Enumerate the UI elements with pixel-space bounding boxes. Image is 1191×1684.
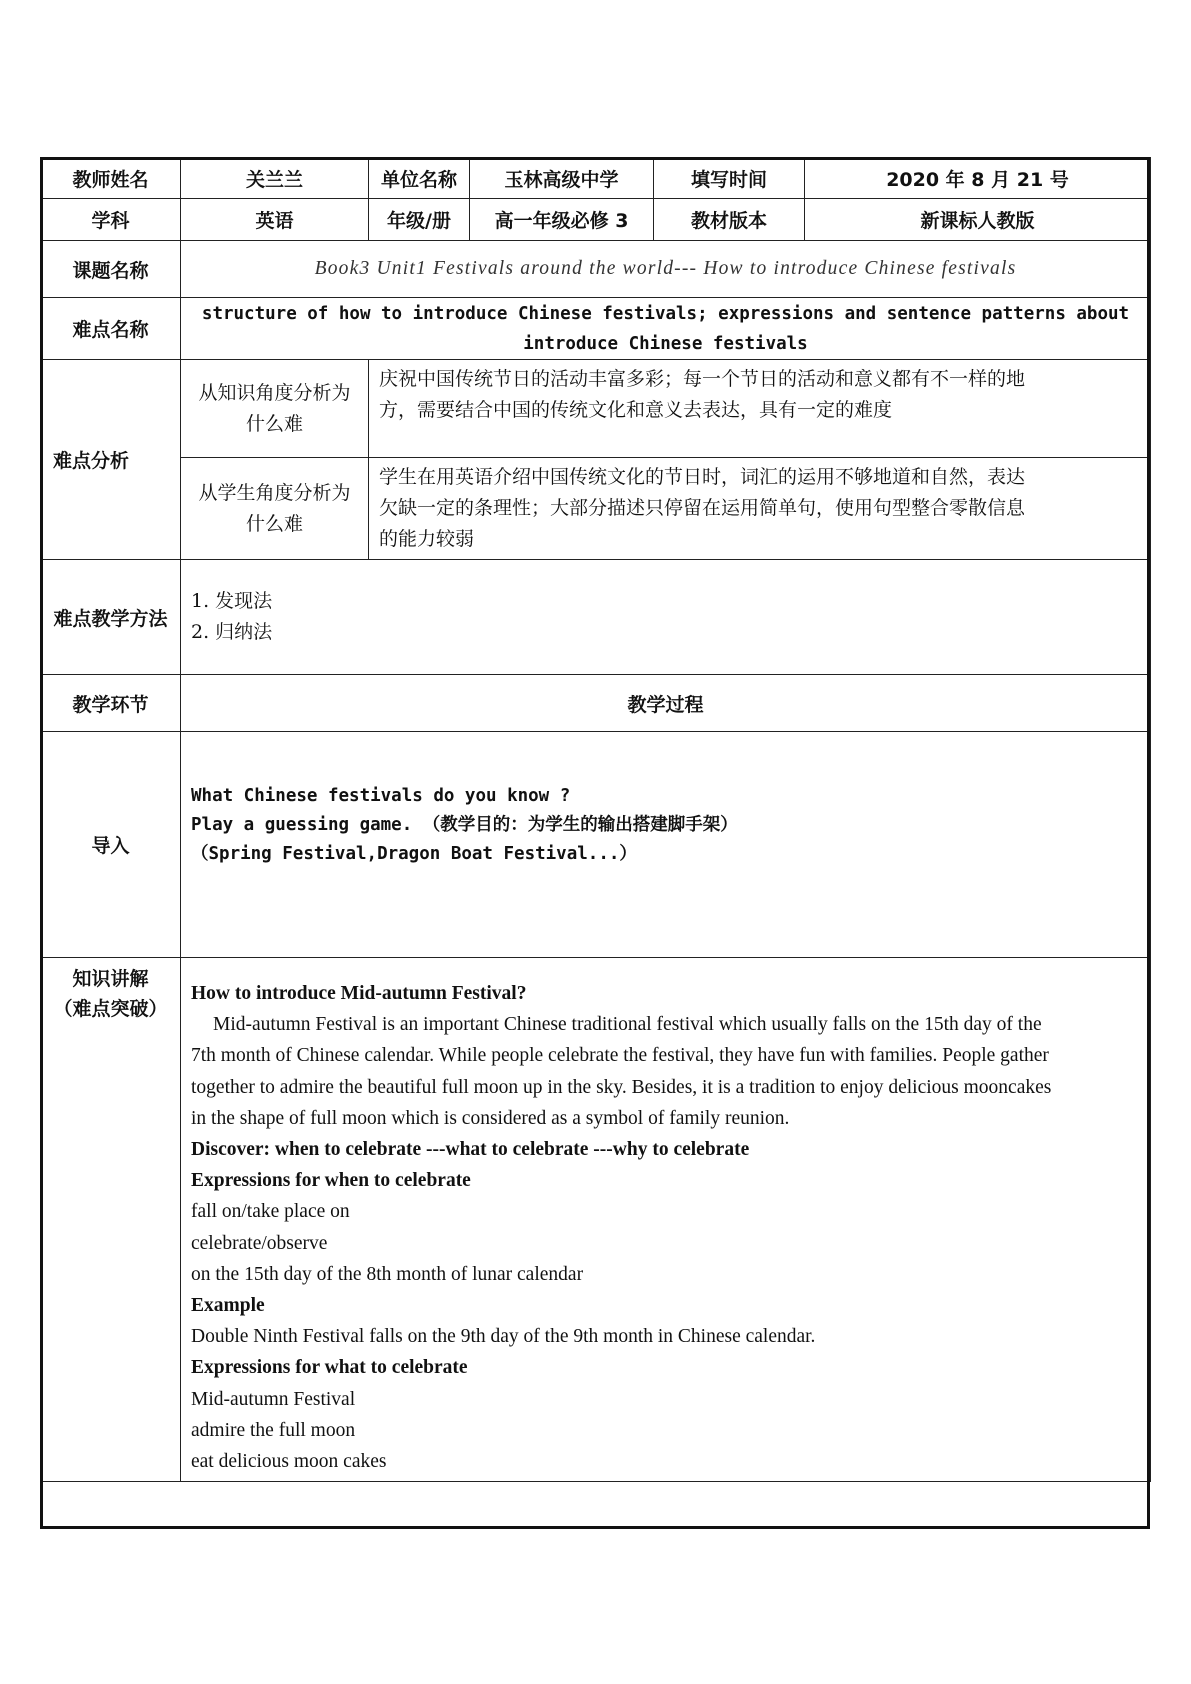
grade-label: 年级/册	[369, 199, 470, 241]
analysis-row-knowledge	[41, 360, 1151, 458]
analysis-row-student	[41, 458, 1151, 560]
topic-label: 课题名称	[41, 241, 181, 298]
topic-row	[41, 241, 1151, 298]
method-row	[41, 560, 1151, 675]
example-text: Double Ninth Festival falls on the 9th day of the 9th month in Chinese calendar.	[191, 1326, 816, 1348]
what-item-3: eat delicious moon cakes	[191, 1451, 387, 1473]
method-list	[181, 560, 1151, 675]
method-item-1: 1. 发现法	[191, 590, 273, 612]
student-angle-text	[369, 458, 1151, 560]
stage-label: 教学环节	[41, 675, 181, 732]
edition-label: 教材版本	[654, 199, 805, 241]
difficulty-value	[181, 298, 1151, 360]
topic-value: Book3 Unit1 Festivals around the world--- How to introduce Chinese festivals	[181, 241, 1151, 298]
teacher-label: 教师姓名	[41, 158, 181, 199]
when-item-1: fall on/take place on	[191, 1201, 350, 1223]
unit-label: 单位名称	[369, 158, 470, 199]
difficulty-row	[41, 298, 1151, 360]
subject-label: 学科	[41, 199, 181, 241]
knowledge-label	[41, 958, 181, 1482]
knowledge-text-line-2: 方，需要结合中国的传统文化和意义去表达，具有一定的难度	[379, 399, 893, 421]
knowledge-discover: Discover: when to celebrate ---what to celebrate ---why to celebrate	[191, 1139, 750, 1161]
knowledge-label-line-2: （难点突破）	[53, 998, 168, 1020]
edition-value: 新课标人教版	[805, 199, 1151, 241]
teacher-value: 关兰兰	[181, 158, 369, 199]
intro-line-2: Play a guessing game. （教学目的：为学生的输出搭建脚手架）	[191, 815, 738, 835]
knowledge-para-line-2: 7th month of Chinese calendar. While people celebrate the festival, they have fun with families. People gather	[191, 1045, 1049, 1067]
difficulty-label: 难点名称	[41, 298, 181, 360]
student-text-line-1: 学生在用英语介绍中国传统文化的节日时，词汇的运用不够地道和自然，表达	[379, 466, 1026, 488]
difficulty-line-1: structure of how to introduce Chinese festivals; expressions and sentence patterns about	[201, 303, 1130, 324]
knowledge-angle-label	[181, 360, 369, 458]
knowledge-angle-label-line-2: 什么难	[245, 412, 303, 435]
header-row-1	[41, 158, 1151, 199]
what-item-1: Mid-autumn Festival	[191, 1388, 356, 1410]
knowledge-para-line-4: in the shape of full moon which is considered as a symbol of family reunion.	[191, 1107, 790, 1129]
knowledge-title: How to introduce Mid-autumn Festival?	[191, 983, 527, 1004]
method-label: 难点教学方法	[41, 560, 181, 675]
intro-label: 导入	[41, 732, 181, 958]
intro-row	[41, 732, 1151, 958]
when-item-2: celebrate/observe	[191, 1232, 328, 1254]
method-item-2: 2. 归纳法	[191, 621, 273, 643]
process-header-row	[41, 675, 1151, 732]
when-item-3: on the 15th day of the 8th month of lunar calendar	[191, 1263, 584, 1285]
knowledge-para-line-1: Mid-autumn Festival is an important Chinese traditional festival which usually falls on the 15th day of the	[213, 1014, 1042, 1036]
student-angle-label	[181, 458, 369, 560]
what-item-2: admire the full moon	[191, 1419, 356, 1441]
when-heading: Expressions for when to celebrate	[191, 1170, 471, 1192]
difficulty-line-2: introduce Chinese festivals	[523, 333, 808, 354]
unit-value: 玉林高级中学	[470, 158, 654, 199]
intro-content	[181, 732, 1151, 958]
knowledge-angle-text	[369, 360, 1151, 458]
knowledge-row	[41, 958, 1151, 1482]
intro-line-1: What Chinese festivals do you know ?	[191, 786, 571, 806]
knowledge-angle-label-line-1: 从知识角度分析为	[198, 381, 351, 404]
student-angle-label-line-1: 从学生角度分析为	[198, 481, 351, 504]
header-row-2	[41, 199, 1151, 241]
date-value: 2020 年 8 月 21 号	[805, 158, 1151, 199]
intro-line-3: （Spring Festival,Dragon Boat Festival...）	[191, 844, 637, 864]
date-label: 填写时间	[654, 158, 805, 199]
knowledge-para-line-3: together to admire the beautiful full moon up in the sky. Besides, it is a tradition to enjoy delicious mooncakes	[191, 1076, 1052, 1098]
subject-value: 英语	[181, 199, 369, 241]
what-heading: Expressions for what to celebrate	[191, 1357, 468, 1379]
student-text-line-2: 欠缺一定的条理性；大部分描述只停留在运用简单句，使用句型整合零散信息	[379, 497, 1026, 519]
lesson-plan-table	[40, 157, 1151, 1482]
knowledge-text-line-1: 庆祝中国传统节日的活动丰富多彩；每一个节日的活动和意义都有不一样的地	[379, 368, 1026, 390]
analysis-label: 难点分析	[41, 360, 181, 560]
knowledge-label-line-1: 知识讲解	[72, 968, 149, 990]
process-label: 教学过程	[181, 675, 1151, 732]
knowledge-content	[181, 958, 1151, 1482]
grade-value: 高一年级必修 3	[470, 199, 654, 241]
example-heading: Example	[191, 1295, 265, 1317]
student-text-line-3: 的能力较弱	[379, 528, 475, 550]
student-angle-label-line-2: 什么难	[245, 512, 303, 535]
